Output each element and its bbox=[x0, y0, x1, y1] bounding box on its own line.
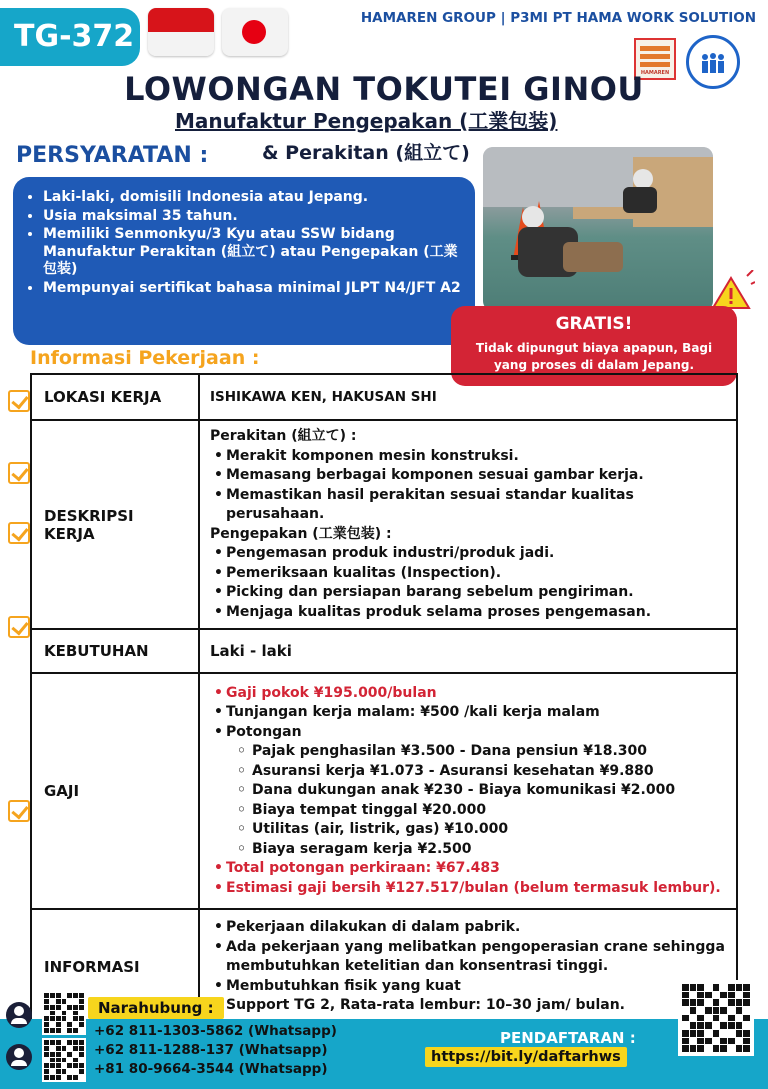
requirements-heading: PERSYARATAN : bbox=[16, 143, 209, 168]
table-label: LOKASI KERJA bbox=[31, 374, 199, 420]
phone-number[interactable]: +81 80-9664-3544 (Whatsapp) bbox=[94, 1061, 328, 1077]
list-item: ◦ Asuransi kerja ¥1.073 - Asuransi kesehatan ¥9.880 bbox=[210, 762, 726, 782]
list-item: • Picking dan persiapan barang sebelum pengiriman. bbox=[210, 583, 726, 603]
person-icon bbox=[6, 1002, 32, 1028]
free-notice-text: Tidak dipungut biaya apapun, Bagi yang proses di dalam Jepang. bbox=[475, 341, 713, 372]
checkbox-icon bbox=[8, 800, 30, 822]
list-item: • Pemeriksaan kualitas (Inspection). bbox=[210, 564, 726, 584]
contact-qr-code-icon[interactable] bbox=[42, 991, 86, 1035]
requirements-box bbox=[13, 177, 475, 345]
phone-number[interactable]: +62 811-1303-5862 (Whatsapp) bbox=[94, 1023, 337, 1039]
list-item: • Pengemasan produk industri/produk jadi. bbox=[210, 544, 726, 564]
table-label: GAJI bbox=[31, 673, 199, 909]
list-item: • Menjaga kualitas produk selama proses pengemasan. bbox=[210, 603, 726, 623]
page-subtitle-line2: & Perakitan (組立て) bbox=[262, 142, 470, 164]
list-item: • Support TG 2, Rata-rata lembur: 10–30 jam/ bulan. bbox=[210, 996, 726, 1016]
list-item: • Pekerjaan dilakukan di dalam pabrik. bbox=[210, 918, 726, 938]
list-item: • Estimasi gaji bersih ¥127.517/bulan (belum termasuk lembur). bbox=[210, 879, 726, 899]
table-value bbox=[199, 420, 737, 629]
list-item: • Gaji pokok ¥195.000/bulan bbox=[210, 684, 726, 704]
registration-qr-code-icon[interactable] bbox=[678, 980, 754, 1056]
phone-number[interactable]: +62 811-1288-137 (Whatsapp) bbox=[94, 1042, 328, 1058]
list-item: • Ada pekerjaan yang melibatkan pengoperasian crane sehingga membutuhkan ketelitian dan konsentrasi tinggi. bbox=[210, 938, 726, 977]
hamaren-logo-icon: HAMAREN bbox=[634, 38, 676, 80]
table-label: DESKRIPSI KERJA bbox=[31, 420, 199, 629]
list-item: • Tunjangan kerja malam: ¥500 /kali kerja malam bbox=[210, 703, 726, 723]
checkbox-icon bbox=[8, 462, 30, 484]
table-value: ISHIKAWA KEN, HAKUSAN SHI bbox=[199, 374, 737, 420]
job-info-table bbox=[30, 373, 738, 1026]
job-code-tag: TG-372 bbox=[0, 8, 140, 66]
job-info-heading: Informasi Pekerjaan : bbox=[30, 347, 260, 369]
contact-phone-list bbox=[94, 1022, 337, 1079]
requirement-item: • Mempunyai sertifikat bahasa minimal JLPT N4/JFT A2 bbox=[43, 280, 461, 298]
list-item: • Membutuhkan fisik yang kuat bbox=[210, 977, 726, 997]
indonesia-flag-icon bbox=[148, 8, 214, 56]
contact-heading: Narahubung : bbox=[88, 997, 224, 1019]
description-group-title: Perakitan (組立て) : bbox=[210, 428, 357, 444]
table-label: KEBUTUHAN bbox=[31, 629, 199, 673]
list-item: • Potongan bbox=[210, 723, 726, 743]
list-item: ◦ Pajak penghasilan ¥3.500 - Dana pensiun ¥18.300 bbox=[210, 742, 726, 762]
list-item: ◦ Biaya seragam kerja ¥2.500 bbox=[210, 840, 726, 860]
factory-workers-photo bbox=[483, 147, 713, 311]
checkbox-icon bbox=[8, 522, 30, 544]
list-item: ◦ Dana dukungan anak ¥230 - Biaya komunikasi ¥2.000 bbox=[210, 781, 726, 801]
requirement-item: • Usia maksimal 35 tahun. bbox=[43, 208, 461, 226]
checkbox-icon bbox=[8, 390, 30, 412]
japan-flag-icon bbox=[222, 8, 288, 56]
checkbox-icon bbox=[8, 616, 30, 638]
company-name: HAMAREN GROUP | P3MI PT HAMA WORK SOLUTION bbox=[360, 10, 756, 26]
table-value: Laki - laki bbox=[199, 629, 737, 673]
list-item: • Memasang berbagai komponen sesuai gambar kerja. bbox=[210, 466, 726, 486]
list-item: ◦ Biaya tempat tinggal ¥20.000 bbox=[210, 801, 726, 821]
description-group-title: Pengepakan (工業包装) : bbox=[210, 525, 392, 542]
requirement-item: • Memiliki Senmonkyu/3 Kyu atau SSW bidang Manufaktur Perakitan (組立て) atau Pengepakan (工業包装) bbox=[43, 226, 461, 279]
table-row bbox=[31, 673, 737, 909]
list-item: • Total potongan perkiraan: ¥67.483 bbox=[210, 859, 726, 879]
table-row bbox=[31, 420, 737, 629]
contact-qr-code-icon[interactable] bbox=[42, 1038, 86, 1082]
page-subtitle: Manufaktur Pengepakan (工業包装) bbox=[175, 109, 558, 133]
table-label: INFORMASI bbox=[31, 909, 199, 1025]
person-icon bbox=[6, 1044, 32, 1070]
list-item: • Merakit komponen mesin konstruksi. bbox=[210, 447, 726, 467]
list-item: • Memastikan hasil perakitan sesuai standar kualitas perusahaan. bbox=[210, 486, 726, 525]
list-item: ◦ Utilitas (air, listrik, gas) ¥10.000 bbox=[210, 820, 726, 840]
requirement-item: • Laki-laki, domisili Indonesia atau Jepang. bbox=[43, 189, 461, 207]
table-value bbox=[199, 673, 737, 909]
table-row bbox=[31, 629, 737, 673]
page-title: LOWONGAN TOKUTEI GINOU bbox=[124, 70, 644, 108]
table-value bbox=[199, 909, 737, 1025]
registration-link[interactable]: https://bit.ly/daftarhws bbox=[425, 1047, 627, 1067]
free-notice-title: GRATIS! bbox=[555, 314, 633, 334]
table-row bbox=[31, 374, 737, 420]
registration-heading: PENDAFTARAN : bbox=[500, 1029, 636, 1047]
